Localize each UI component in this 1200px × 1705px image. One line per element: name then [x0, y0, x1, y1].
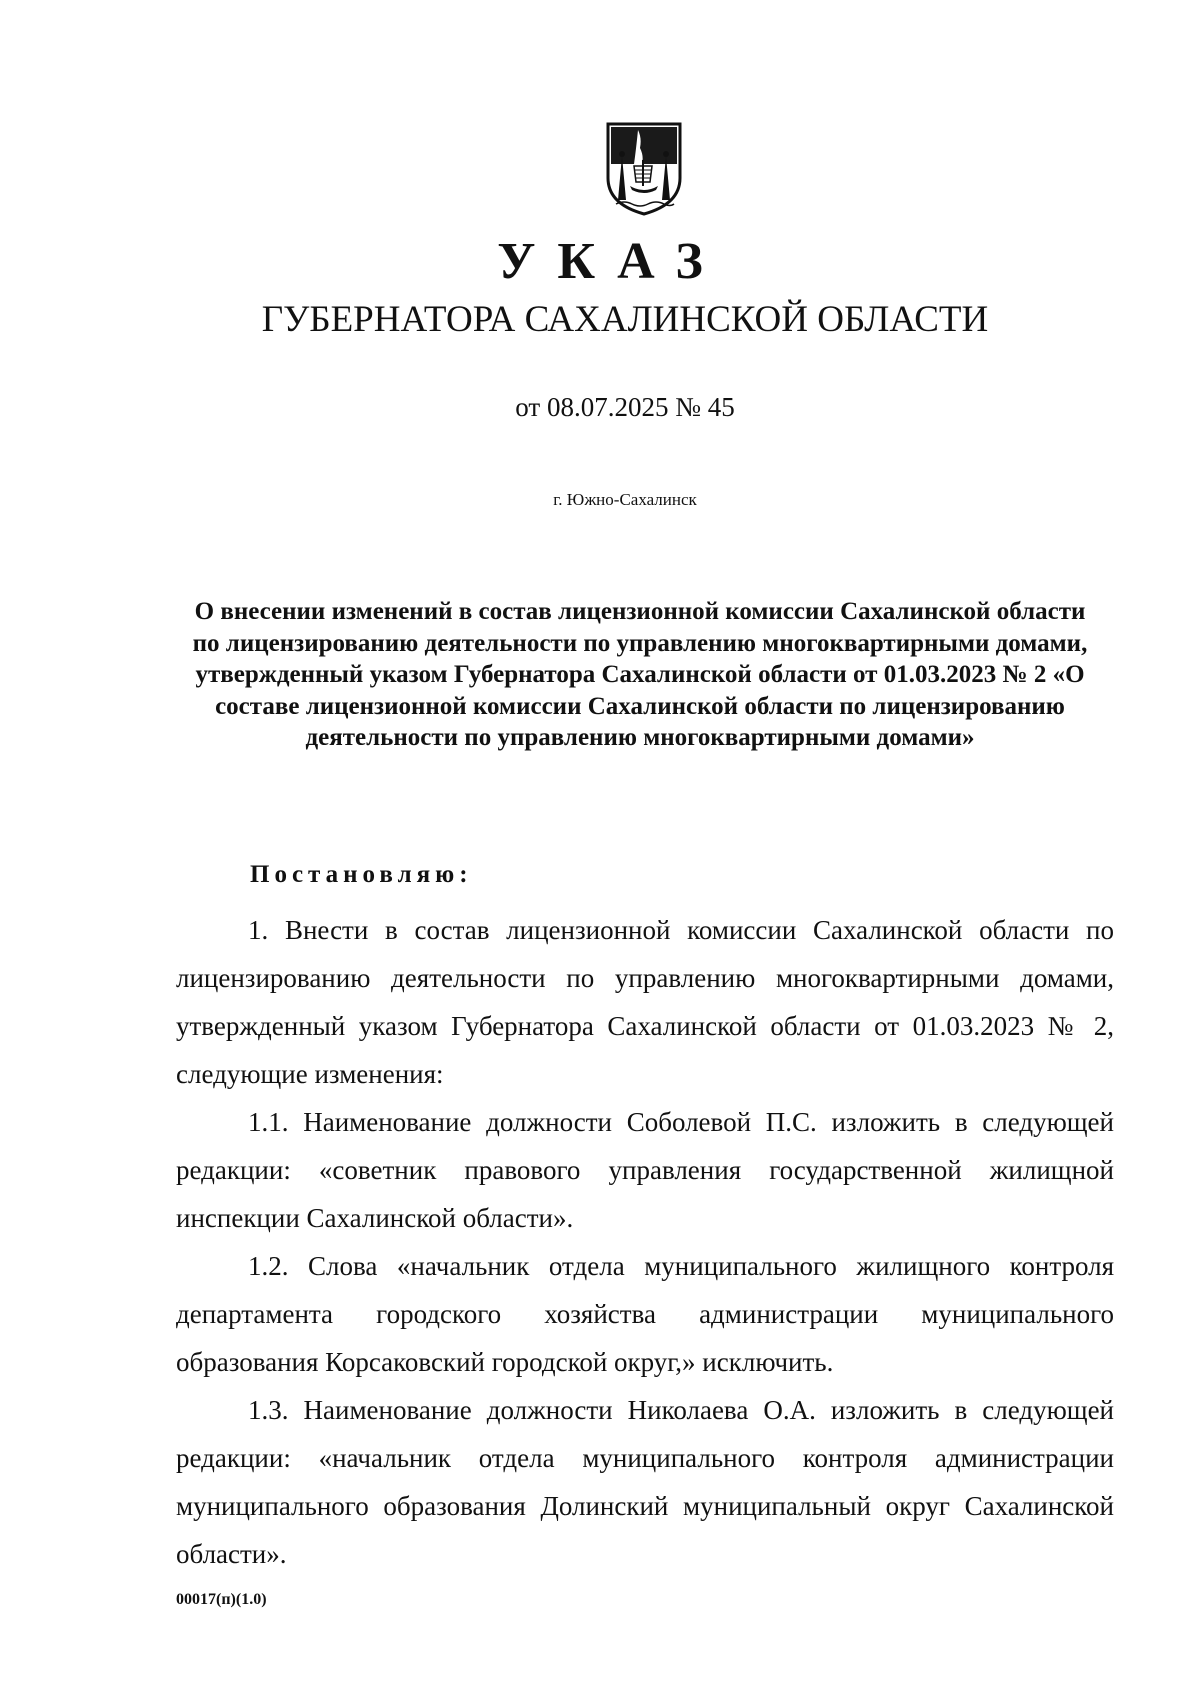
resolve-statement: Постановляю: — [250, 861, 473, 888]
document-subtitle: ГУБЕРНАТОРА САХАЛИНСКОЙ ОБЛАСТИ — [261, 299, 989, 340]
document-title: УКАЗ — [497, 233, 725, 290]
document-city: г. Южно-Сахалинск — [553, 490, 697, 509]
document-date-number: от 08.07.2025 № 45 — [515, 392, 735, 422]
document-heading: О внесении изменений в состав лицензионной комиссии Сахалинской области по лицензированию деятельности по управлению многоквартирными домами, утвержденный указом Губернатора Сахалинской области от 01.03.2023 № 2 «О составе лицензионной комиссии Сахалинской области по лицензированию деятельности по управлению многоквартирными домами» — [192, 598, 1088, 751]
paragraph-1-3: 1.3. Наименование должности Николаева О.А. изложить в следующей редакции: «начальник отдела муниципального контроля администрации муниципального образования Долинский муниципальный округ Сахалинской области». — [176, 1395, 1114, 1569]
form-code: 00017(п)(1.0) — [176, 1591, 267, 1608]
paragraph-1-1: 1.1. Наименование должности Соболевой П.С. изложить в следующей редакции: «советник правового управления государственной жилищной инспекции Сахалинской области». — [176, 1107, 1114, 1233]
coat-of-arms-icon — [604, 120, 684, 216]
paragraph-1: 1. Внести в состав лицензионной комиссии Сахалинской области по лицензированию деятельности по управлению многоквартирными домами, утвержденный указом Губернатора Сахалинской области от 01.03.2023 № 2, следующие изменения: — [176, 915, 1114, 1089]
document-body — [176, 906, 1114, 1578]
paragraph-1-2: 1.2. Слова «начальник отдела муниципального жилищного контроля департамента городского хозяйства администрации муниципального образования Корсаковский городской округ,» исключить. — [176, 1251, 1114, 1377]
